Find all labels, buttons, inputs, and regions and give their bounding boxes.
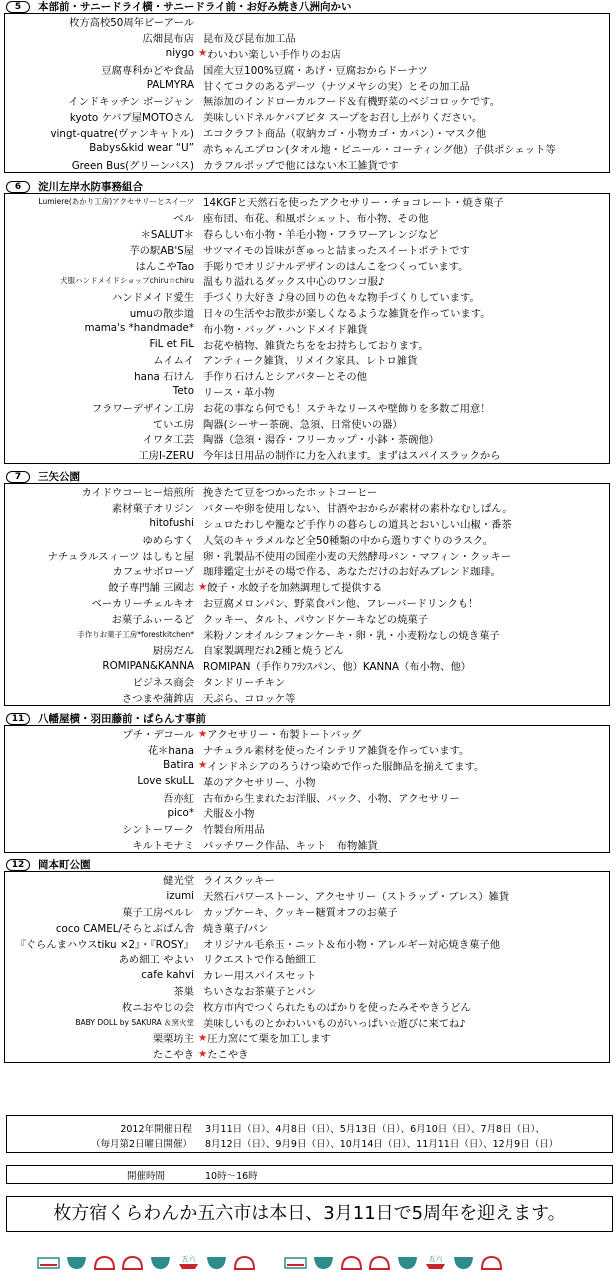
vendor-row <box>5 431 609 447</box>
vendor-description: 布小物・バッグ・ハンドメイド雑貨 <box>203 323 368 336</box>
vendor-description: パッチワーク作品、キット 布物雑貨 <box>203 839 378 852</box>
vendor-name: 犬服ハンドメイドショップchiru☆chiru <box>60 276 194 286</box>
vendor-row <box>5 998 609 1014</box>
star-icon: ★ <box>198 727 208 740</box>
vendor-row <box>5 125 609 141</box>
vendor-name: Lumiere(あかり工房)アクセサリーとスイーツ <box>38 197 194 207</box>
vendor-row <box>5 658 609 674</box>
star-icon: ★ <box>198 1047 208 1060</box>
vendor-name: izumi <box>166 889 194 902</box>
section-title: 八幡屋横・羽田藤前・ぱらんす事前 <box>38 713 206 725</box>
section-header <box>0 180 612 193</box>
schedule-dates-2: 8月12日（日）、9月9日（日）、10月14日（日）、11月11日（日）、12月9日（日） <box>205 1139 559 1150</box>
vendor-name: ROMIPAN&KANNA <box>102 659 194 672</box>
vendor-name: Love skuLL <box>137 775 194 788</box>
vendor-row <box>5 93 609 109</box>
vendor-description: 圧力窯にて栗を加工します <box>207 1033 331 1046</box>
vendor-list <box>4 725 610 853</box>
vendor-row <box>5 531 609 547</box>
vendor-row <box>5 1014 609 1030</box>
vendor-description: 甘くてコクのあるデーツ（ナツメヤシの実）とその加工品 <box>203 80 470 93</box>
vendor-name: 栗栗坊主 <box>152 1033 194 1046</box>
section-title: 淀川左岸水防事務組合 <box>38 181 143 193</box>
vendor-description: お花や植物、雑貨たちををお持ちしております。 <box>203 339 429 352</box>
hours-label: 開催時間 <box>127 1171 166 1182</box>
vendor-name: インドキッチン ボージャン <box>68 96 194 109</box>
vendor-name: BABY DOLL by SAKURA ＆窯火堂 <box>75 1017 194 1027</box>
bowl-icon <box>64 1252 89 1272</box>
vendor-description: 温もり溢れるダックス中心のワンコ服♪ <box>203 276 385 289</box>
vendor-name: プチ・デコール <box>122 729 194 742</box>
vendor-row <box>5 919 609 935</box>
vendor-row <box>5 77 609 93</box>
vendor-description: クッキー、タルト、パウンドケーキなどの焼菓子 <box>203 613 428 626</box>
vendor-description: シュロたわしや籠など手作りの暮らしの道具とおいしい山椒・番茶 <box>203 518 512 531</box>
boat-icon <box>283 1252 308 1272</box>
vendor-description: エコクラフト商品（収納カゴ・小物カゴ・カバン）・マスク他 <box>203 127 487 140</box>
vendor-description: 春らしい布小物・羊毛小物・フラワーアレンジなど <box>203 228 439 241</box>
vendor-description: 天ぷら、コロッケ等 <box>203 692 296 705</box>
vendor-description: お豆腐メロンパン、野菜食パン他、フレーバードリンクも！ <box>203 597 479 610</box>
vendor-name: お菓子ふぃーるど <box>111 613 194 626</box>
vendor-name: シントーワーク <box>122 824 194 837</box>
vendor-description: 美味しいものとかわいいものがいっぱい☆遊びに来てね♪ <box>203 1017 466 1030</box>
schedule-note: （毎月第2日曜日開催） <box>90 1139 192 1150</box>
vendor-description: ちいさなお茶菓子とパン <box>203 985 317 998</box>
section-title: 本部前・サニードライ横・サニードライ前・お好み焼き八洲向かい <box>38 1 352 13</box>
vendor-name: coco CAMEL/そらとぶぱん舎 <box>55 922 194 935</box>
vendor-description: 無添加のインドローカルフード＆有機野菜のベジコロッケです。 <box>203 96 501 109</box>
vendor-description: リクエストで作る飴細工 <box>203 954 316 967</box>
vendor-row <box>5 1046 609 1062</box>
vendor-row <box>5 399 609 415</box>
vendor-name: kyoto ケバブ屋MOTOさん <box>69 112 194 125</box>
star-icon: ★ <box>198 759 208 772</box>
vendor-row <box>5 674 609 690</box>
vendor-row <box>5 904 609 920</box>
vendor-description: 枚方市内でつくられたものばかりを使ったみそやきうどん <box>203 1001 471 1014</box>
vendor-name: イワタ工芸 <box>142 434 194 447</box>
vendor-row <box>5 447 609 463</box>
vendor-description: 昆布及び昆布加工品 <box>203 33 296 46</box>
vendor-row <box>5 837 609 853</box>
hours-box <box>6 1165 613 1184</box>
vendor-row <box>5 610 609 626</box>
vendor-row <box>5 563 609 579</box>
vendor-description: カップケーキ、クッキー糖質オフのお菓子 <box>203 906 398 919</box>
vendor-name: ＊SALUT＊ <box>140 228 194 241</box>
vendor-name: ゆめらすく <box>142 534 194 547</box>
vendor-name: ムイムイ <box>153 355 194 368</box>
lid-icon <box>339 1252 364 1272</box>
vendor-name: FiL et FiL <box>149 338 194 351</box>
section-header <box>0 0 612 13</box>
vendor-name: さつまや蒲鉾店 <box>121 692 194 705</box>
vendor-row <box>5 951 609 967</box>
bowl-icon <box>395 1252 420 1272</box>
vendor-name: ビジネス商会 <box>132 676 194 689</box>
lid-icon <box>479 1252 504 1272</box>
section-number: 7 <box>6 471 30 483</box>
vendor-name: あめ細工 やよい <box>118 954 194 967</box>
lid-icon <box>92 1252 117 1272</box>
vendor-description: ナチュラル素材を使ったインテリア雑貨を作っています。 <box>203 745 470 758</box>
bowl-icon <box>311 1252 336 1272</box>
vendor-row <box>5 872 609 888</box>
schedule-label: 2012年開催日程 <box>120 1124 192 1135</box>
lid-icon <box>120 1252 145 1272</box>
vendor-list <box>4 13 610 173</box>
vendor-row <box>5 289 609 305</box>
vendor-row <box>5 484 609 500</box>
vendor-description: 手作り石けんとシアバターとその他 <box>203 371 367 384</box>
section-12 <box>0 858 612 1063</box>
vendor-description: 米粉ノンオイルシフォンケーキ・卵・乳・小麦粉なしの焼き菓子 <box>203 629 500 642</box>
vendor-description: 自家製調理だれ2種と焼うどん <box>203 645 344 658</box>
vendor-description: 竹製台所用品 <box>203 824 265 837</box>
vendor-name: Babys&kid wear “U” <box>89 142 194 155</box>
vendor-row <box>5 516 609 532</box>
boat-icon <box>36 1252 61 1272</box>
vendor-row <box>5 14 609 30</box>
vendor-name: umuの散歩道 <box>129 307 194 320</box>
vendor-row <box>5 210 609 226</box>
section-11 <box>0 712 612 853</box>
vendor-row <box>5 773 609 789</box>
vendor-description: ROMIPAN（手作りﾌﾗﾝｽパン、他）KANNA（布小物、他） <box>203 661 472 674</box>
lid-icon <box>367 1252 392 1272</box>
logo-strip <box>36 1252 504 1274</box>
vendor-row <box>5 642 609 658</box>
vendor-description: タンドリーチキン <box>203 676 286 689</box>
vendor-name: mama's *handmade* <box>84 322 194 335</box>
vendor-row <box>5 967 609 983</box>
vendor-description: アクセサリー・布製トートバッグ <box>207 729 362 742</box>
section-header <box>0 712 612 725</box>
vendor-name: Batira <box>163 759 194 772</box>
vendor-description: 焼き菓子/パン <box>203 922 269 935</box>
bowl-icon <box>451 1252 476 1272</box>
vendor-name: PALMYRA <box>146 79 194 92</box>
vendor-row <box>5 273 609 289</box>
section-number: 5 <box>6 1 30 13</box>
star-icon: ★ <box>198 47 208 60</box>
vendor-row <box>5 30 609 46</box>
vendor-name: ベル <box>173 213 194 226</box>
vendor-row <box>5 595 609 611</box>
bowl-icon <box>204 1252 229 1272</box>
vendor-name: pico* <box>167 806 194 819</box>
vendor-row <box>5 305 609 321</box>
section-number: 12 <box>6 859 30 871</box>
vendor-description: ライスクッキー <box>203 875 275 888</box>
vendor-row <box>5 758 609 774</box>
vendor-description: 珈琲鑑定士がその場で作る、あなただけのお好みブレンド珈琲。 <box>203 566 501 579</box>
vendor-description: わいわい楽しい手作りのお店 <box>207 48 342 61</box>
section-title: 岡本町公園 <box>38 859 91 871</box>
vendor-description: バターや卵を使用しない、甘酒やおからが素材の素朴なむしぱん。 <box>203 503 513 516</box>
vendor-row <box>5 336 609 352</box>
vendor-description: オリジナル毛糸玉・ニット＆布小物・アレルギー対応焼き菓子他 <box>203 938 501 951</box>
vendor-description: 美味しいドネルケバブピタ スープをお召し上がりください。 <box>203 112 483 125</box>
vendor-description: 天然石パワーストーン、アクセサリー（ストラップ・ブレス）雑貨 <box>203 891 510 904</box>
vendor-row <box>5 140 609 156</box>
vendor-row <box>5 821 609 837</box>
vendor-name: 厨房だん <box>152 645 194 658</box>
vendor-list <box>4 193 610 464</box>
vendor-row <box>5 626 609 642</box>
vendor-row <box>5 61 609 77</box>
star-icon: ★ <box>198 1031 208 1044</box>
vendor-description: たこやき <box>207 1049 249 1062</box>
vendor-row <box>5 805 609 821</box>
vendor-name: Teto <box>172 385 194 398</box>
vendor-description: 挽きたて豆をつかったホットコーヒー <box>203 487 378 500</box>
vendor-row <box>5 935 609 951</box>
bowl-icon <box>148 1252 173 1272</box>
vendor-name: 枚ニおやじの会 <box>121 1001 194 1014</box>
section-header <box>0 470 612 483</box>
vendor-row <box>5 742 609 758</box>
vendor-name: 芋の駅AB'S屋 <box>129 244 194 257</box>
vendor-description: 古布から生まれたお洋服、バック、小物、アクセサリー <box>203 792 460 805</box>
vendor-description: カレー用スパイスセット <box>203 970 317 983</box>
vendor-name: キルトモナミ <box>132 839 194 852</box>
vendor-row <box>5 888 609 904</box>
schedule-box <box>6 1115 613 1153</box>
vendor-name: 手作りお菓子工房*forestkitchen* <box>77 629 194 639</box>
vendor-name: 豆腐専科かどや食品 <box>101 64 194 77</box>
gorokuichi-logo-icon <box>176 1252 201 1272</box>
lid-icon <box>232 1252 257 1272</box>
vendor-name: 工房I-ZERU <box>138 450 194 463</box>
vendor-name: 素材菓子オリジン <box>111 503 194 516</box>
vendor-row <box>5 500 609 516</box>
vendor-description: アンティーク雑貨、リメイク家具、レトロ雑貨 <box>203 355 418 368</box>
vendor-row <box>5 689 609 705</box>
vendor-description: 赤ちゃんエプロン(タオル地・ビニール・コーティング他）子供ポシェット等 <box>203 143 556 156</box>
vendor-description: 手彫りでオリジナルデザインのはんこをつくっています。 <box>203 260 469 273</box>
vendor-name: フラワーデザイン工房 <box>91 402 194 415</box>
section-6 <box>0 180 612 464</box>
vendor-name: vingt-quatre(ヴァンキャトル) <box>50 127 194 140</box>
vendor-description: 手づくり大好き ♪身の回りの色々な物手づくりしています。 <box>203 292 480 305</box>
section-number: 6 <box>6 181 30 193</box>
vendor-row <box>5 579 609 595</box>
vendor-name: カフェサボローゾ <box>112 566 194 579</box>
vendor-description: カラフルポップで他にはない木工雑貨です <box>203 159 399 172</box>
gorokuichi-logo-icon <box>423 1252 448 1272</box>
vendor-name: 吾亦紅 <box>163 792 194 805</box>
vendor-row <box>5 226 609 242</box>
vendor-row <box>5 241 609 257</box>
vendor-name: Green Bus(グリーンバス) <box>71 159 194 172</box>
vendor-row <box>5 156 609 172</box>
vendor-description: お花の事なら何でも！ステキなリースや壁飾りを多数ご用意！ <box>203 402 491 415</box>
schedule-dates-1: 3月11日（日）、4月8日（日）、5月13日（日）、6月10日（日）、7月8日（日）、 <box>205 1124 545 1135</box>
vendor-description: 国産大豆100%豆腐・あげ・豆腐おからドーナツ <box>203 64 428 77</box>
vendor-name: cafe kahvi <box>141 968 194 981</box>
vendor-row <box>5 547 609 563</box>
vendor-row <box>5 109 609 125</box>
star-icon: ★ <box>198 580 208 593</box>
vendor-name: 広畑昆布店 <box>142 33 194 46</box>
vendor-name: ベーカリーチェルキオ <box>91 597 194 610</box>
section-number: 11 <box>6 713 30 725</box>
vendor-name: hitofushi <box>149 517 194 530</box>
vendor-list <box>4 871 610 1063</box>
vendor-name: カイドウコーヒー焙煎所 <box>81 487 194 500</box>
vendor-description: 日々の生活やお散歩が楽しくなるような雑貨を作っています。 <box>203 307 491 320</box>
vendor-name: 花＊hana <box>147 745 194 758</box>
vendor-name: hana 石けん <box>134 371 194 384</box>
hours-value: 10時～16時 <box>205 1171 258 1182</box>
vendor-name: 茶巣 <box>173 985 194 998</box>
vendor-description: サツマイモの旨味がぎゅっと詰まったスイートポテトです <box>203 244 470 257</box>
vendor-row <box>5 352 609 368</box>
vendor-description: 餃子・水餃子を加熱調理して提供する <box>207 582 383 595</box>
vendor-row <box>5 46 609 62</box>
vendor-row <box>5 257 609 273</box>
vendor-description: 14KGFと天然石を使ったアクセサリー・チョコレート・焼き菓子 <box>203 197 504 210</box>
vendor-row <box>5 368 609 384</box>
vendor-description: 人気のキャラメルなど全50種類の中から選りすぐりのラスク。 <box>203 534 494 547</box>
svg-text:五六: 五六 <box>181 1255 196 1263</box>
vendor-row <box>5 789 609 805</box>
vendor-row <box>5 1030 609 1046</box>
vendor-description: インドネシアのろうけつ染めで作った服飾品を揃えてます。 <box>207 760 485 773</box>
section-header <box>0 858 612 871</box>
vendor-description: リース・革小物 <box>203 386 275 399</box>
vendor-name: はんこやTao <box>135 260 194 273</box>
svg-text:五六: 五六 <box>428 1255 443 1263</box>
vendor-name: 『ぐらんまハウスtiku ×2』・『ROSY』 <box>15 938 194 951</box>
vendor-name: 健光堂 <box>163 875 194 888</box>
vendor-row <box>5 415 609 431</box>
anniversary-notice: 枚方宿くらわんか五六市は本日、3月11日で5周年を迎えます。 <box>6 1196 613 1232</box>
vendor-description: 陶器(シーサー茶碗、急須、日常使いの器） <box>203 418 403 431</box>
vendor-name: 菓子工房ペルレ <box>122 906 194 919</box>
spacer <box>260 1252 280 1274</box>
section-7 <box>0 470 612 706</box>
vendor-row <box>5 983 609 999</box>
section-5 <box>0 0 612 173</box>
vendor-description: 卵・乳製品不使用の国産小麦の天然酵母パン・マフィン・クッキー <box>203 550 512 563</box>
vendor-description: 犬服＆小物 <box>203 808 255 821</box>
vendor-name: ハンドメイド愛生 <box>111 292 194 305</box>
vendor-row <box>5 194 609 210</box>
vendor-description: 今年は日用品の制作に力を入れます。まずはスパイスラックから <box>203 450 501 463</box>
vendor-name: niygo <box>165 47 194 60</box>
vendor-row <box>5 384 609 400</box>
vendor-name: 枚方高校50周年ピーアール <box>69 17 194 30</box>
vendor-list <box>4 483 610 706</box>
section-title: 三矢公園 <box>38 471 80 483</box>
vendor-description: 座布団、布花、和風ポシェット、布小物、その他 <box>203 213 429 226</box>
vendor-name: たこやき <box>152 1049 194 1062</box>
vendor-row <box>5 726 609 742</box>
vendor-row <box>5 320 609 336</box>
vendor-description: 陶器（急須・湯呑・フリーカップ・小鉢・茶碗他） <box>203 434 440 447</box>
vendor-description: 革のアクセサリー、小物 <box>203 776 316 789</box>
vendor-name: ていエ房 <box>152 418 194 431</box>
vendor-name: 餃子専門舗 三國志 <box>108 582 194 595</box>
vendor-name: ナチュラルスィーツ はしもと屋 <box>47 550 194 563</box>
